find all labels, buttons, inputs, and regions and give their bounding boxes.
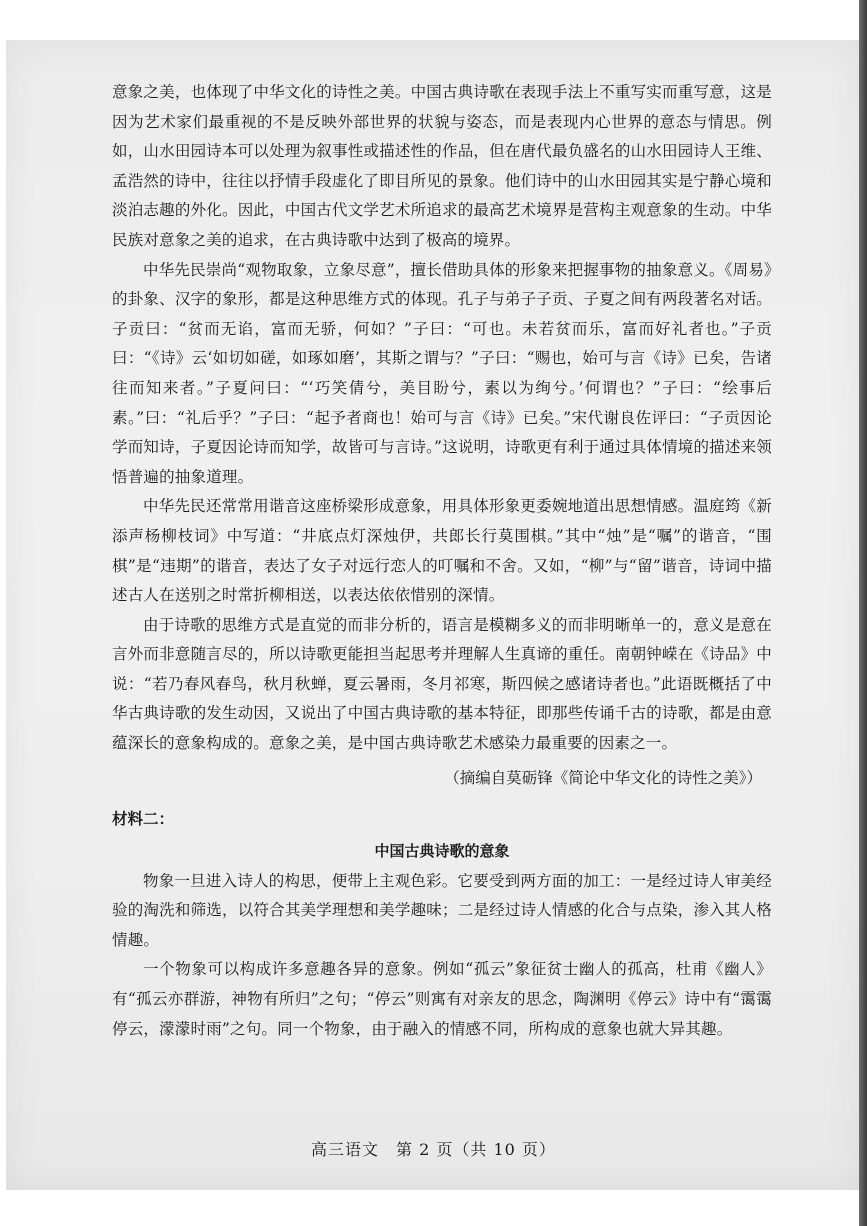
paragraph-cloud-imagery: 一个物象可以构成许多意趣各异的意象。例如“孤云”象征贫士幽人的孤高，杜甫《幽人》有“孤云亦群游，神物有所归”之句；“停云”则寓有对亲友的思念，陶渊明《停云》诗中有“霭霭停云，濛濛时雨”之句。同一个物象，由于融入的情感不同，所构成的意象也就大异其趣。 <box>112 960 772 1038</box>
paragraph-homophone-imagery: 中华先民还常常用谐音这座桥梁形成意象，用具体形象更委婉地道出思想情感。温庭筠《新添声杨柳枝词》中写道：“井底点灯深烛伊，共郎长行莫围棋。”其中“烛”是“嘱”的谐音，“围棋”是“违期”的谐音，表达了女子对远行恋人的叮嘱和不舍。又如，“柳”与“留”谐音，诗词中描述古人在送别之时常折柳相送，以表达依依惜别的深情。 <box>112 497 772 605</box>
scan-top-margin <box>0 0 867 40</box>
source-attribution: （摘编自莫砺锋《简论中华文化的诗性之美》） <box>444 768 762 787</box>
paragraph-object-processing: 物象一旦进入诗人的构思，便带上主观色彩。它要受到两方面的加工：一是经过诗人审美经验的淘洗和筛选，以符合其美学理想和美学趣味；二是经过诗人情感的化合与点染，渗入其人格情趣。 <box>112 871 772 949</box>
paragraph-confucius-dialogue: 中华先民崇尚“观物取象，立象尽意”，擅长借助具体的形象来把握事物的抽象意义。《周易》的卦象、汉字的象形，都是这种思维方式的体现。孔子与弟子子贡、子夏之间有两段著名对话。子贡曰：“贫而无谄，富而无骄，何如？”子曰：“可也。未若贫而乐，富而好礼者也。”子贡曰：“《诗》云‘如切如磋，如琢如磨’，其斯之谓与？”子曰：“赐也，始可与言《诗》已矣，告诸往而知来者。”子夏问曰：“‘巧笑倩兮，美目盼兮，素以为绚兮。’何谓也？”子曰：“绘事后素。”曰：“礼后乎？”子曰：“起予者商也！始可与言《诗》已矣。”宋代谢良佐评曰：“子贡因论学而知诗，子夏因论诗而知学，故皆可与言诗。”这说明，诗歌更有利于通过具体情境的描述来领悟普遍的抽象道理。 <box>112 260 772 486</box>
material-one-body <box>112 78 772 793</box>
paragraph-imagery-beauty: 意象之美，也体现了中华文化的诗性之美。中国古典诗歌在表现手法上不重写实而重写意，这是因为艺术家们最重视的不是反映外部世界的状貌与姿态，而是表现内心世界的意态与情思。例如，山水田园诗本可以处理为叙事性或描述性的作品，但在唐代最负盛名的山水田园诗人王维、孟浩然的诗中，往往以抒情手段虚化了即目所见的景象。他们诗中的山水田园其实是宁静心境和淡泊志趣的外化。因此，中国古代文学艺术所追求的最高艺术境界是营构主观意象的生动。中华民族对意象之美的追求，在古典诗歌中达到了极高的境界。 <box>112 83 772 249</box>
material-two-body <box>112 867 772 1045</box>
page-content <box>112 78 772 1044</box>
scan-right-edge <box>859 0 867 1226</box>
paragraph-poetic-thinking: 由于诗歌的思维方式是直觉的而非分析的，语言是模糊多义的而非明晰单一的，意义是意在言外而非意随言尽的，所以诗歌更能担当起思考并理解人生真谛的重任。南朝钟嵘在《诗品》中说：“若乃春风春鸟，秋月秋蝉，夏云暑雨，冬月祁寒，斯四候之感诸诗者也。”此语既概括了中华古典诗歌的发生动因，又说出了中国古典诗歌的基本特征，即那些传诵千古的诗歌，都是由意蕴深长的意象构成的。意象之美，是中国古典诗歌艺术感染力最重要的因素之一。 <box>112 615 772 753</box>
material-two-title: 中国古典诗歌的意象 <box>374 841 510 860</box>
page-footer: 高三语文 第 2 页（共 10 页） <box>311 1140 556 1159</box>
material-two-label: 材料二： <box>112 809 175 828</box>
